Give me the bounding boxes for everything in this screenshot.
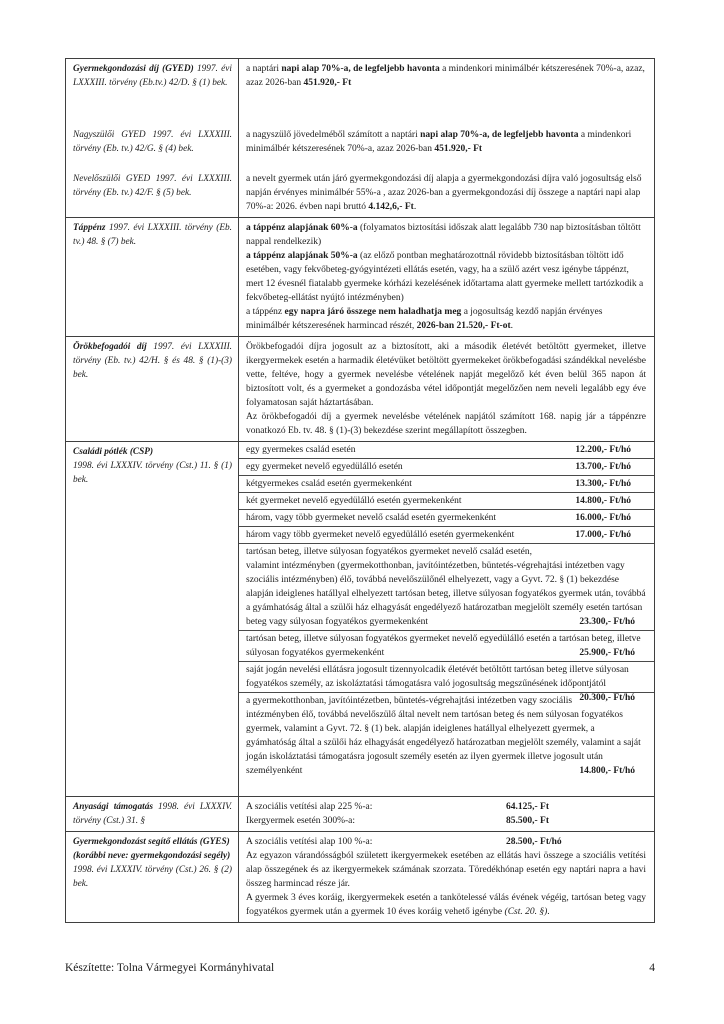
table-row-anyasagi (66, 797, 654, 832)
table-row (239, 527, 654, 544)
item-label: A szociális vetítési alap 225 %-a: (246, 802, 373, 812)
benefit-amount-cell (239, 442, 654, 796)
paragraph: Az egyazon várandósságból született ikergyermekek esetében az ellátás havi összege a szociális vetítési alap összegének és az ikergyermekek számának szorzata. Töredékhónap esetén egy naptári napra a havi összeg harmincad része jár. (246, 851, 646, 889)
paragraph: a táppénz egy napra járó összege nem haladhatja meg a jogosultság kezdő napján érvényes minimálbér kétszeresének harmincad részét, 2026-ban 21.520,- Ft-ot. (246, 307, 603, 331)
item-text: tartósan beteg, illetve súlyosan fogyatékos gyermeket nevelő család esetén, (246, 547, 532, 557)
item-text: saját jogán nevelési ellátásra jogosult tizennyolcadik életévét betöltött tartósan beteg illetve súlyosan fogyatékos személy, az iskoláztatási támogatásra való jogosultság megszűnésének időpontjától (246, 665, 629, 689)
paragraph: Az örökbefogadói díj a gyermek nevelésbe vételének napjától számított 168. napig jár a táppénzre vonatkozó Eb. tv. 48. § (1)-(3) bekezdése szerint megállapított összegben. (246, 412, 646, 436)
item-label: Ikergyermek esetén 300%-a: (246, 816, 356, 826)
amount-value: 13.700,- Ft/hó (575, 462, 631, 472)
item-text: tartósan beteg, illetve súlyosan fogyatékos gyermeket nevelő egyedülálló esetén a tartósan beteg, illetve súlyosan fogyatékos gyermekenként (246, 634, 641, 658)
benefit-law: 1998. évi LXXXIV. törvény (Cst.) 11. § (1) bek. (73, 461, 232, 485)
benefit-name: Nagyszülői GYED 1997. évi LXXXIII. törvény (Eb. tv.) 42/G. § (4) bek. (73, 130, 232, 154)
benefit-former-name: (korábbi neve: gyermekgondozási segély) (73, 851, 231, 861)
benefit-amount-cell (239, 59, 654, 125)
item-text: valamint intézményben (gyermekotthonban, javítóintézetben, büntetés-végrehajtási intézetben vagy szociális intézményben) élő, továbbá nevelőszülőnél elhelyezett, vagy a Gyvt. 72. § (1) bekezdése alapján ideiglenes hatállyal elhelyezett tartósan beteg, illetve súlyosan fogyatékos gyermek után, továbbá a gyámhatóság által a szülői ház elhagyását engedélyező határozatban megjelölt személy esetén tartósan beteg vagy súlyosan fogyatékos gyermekenként (246, 561, 646, 627)
amount-value: 85.500,- Ft (506, 816, 550, 826)
benefit-name: Örökbefogadói díj 1997. évi LXXXIII. törvény (Eb. tv.) 42/H. § és 48. § (1)-(3) bek. (73, 342, 233, 380)
table-row-orokbefogadoi (66, 337, 654, 442)
benefit-name-cell (66, 797, 239, 831)
benefit-name-cell (66, 218, 239, 336)
benefit-amount-cell (239, 797, 654, 831)
benefit-name: Nevelőszülői GYED 1997. évi LXXXIII. törvény (Eb. tv.) 42/F. § (5) bek. (73, 174, 232, 198)
item-text: a gyermekotthonban, javítóintézetben, büntetés-végrehajtási intézetben vagy szociális intézményben élő, továbbá nevelőszülő által nevelt nem tartósan beteg és nem súlyosan fogyatékos gyermek, valamint a Gyvt. 72. § (1) bek. alapján ideiglenes hatállyal elhelyezett gyermek, a gyámhatóság által a szülői ház elhagyását engedélyező határozatban megjelölt személy, valamint a saját jogán iskoláztatási támogatásra jogosult személy esetén az ilyen gyermek illetve jogosult után személyenként (246, 696, 641, 776)
amount-value: 25.900,- Ft/hó (579, 648, 635, 658)
paragraph: a táppénz alapjának 50%-a (az előző pontban meghatározottnál rövidebb biztosításban töltött idő esetében, vagy fekvőbeteg-gyógyintézeti ellátás esetén, vagy, ha a szülő azért vesz igénybe táppénzt, mert 12 évesnél fiatalabb gyermeke kórházi kezelésének időtartama alatt gyermeke mellett tartózkodik a fekvőbeteg-ellátást nyújtó intézményben) (246, 251, 644, 303)
amount-value: 28.500,- Ft/hó (506, 837, 562, 847)
item-label: három, vagy több gyermeket nevelő család esetén gyermekenként (246, 513, 497, 523)
paragraph: a táppénz alapjának 60%-a (folyamatos biztosítási időszak alatt legalább 730 nap biztosításban töltött nappal rendelkezik) (246, 223, 641, 247)
item-label: két gyermeket nevelő egyedülálló esetén gyermekenként (246, 496, 462, 506)
amount-value: 20.300,- Ft/hó (579, 693, 635, 703)
benefit-amount-cell (239, 218, 654, 336)
item-label: kétgyermekes család esetén gyermekenként (246, 479, 412, 489)
page-number: 4 (649, 962, 655, 974)
table-row (246, 814, 646, 828)
table-row-gyes (66, 832, 654, 922)
table-row (239, 544, 654, 631)
benefit-amount-cell (239, 169, 654, 217)
item-label: egy gyermeket nevelő egyedülálló esetén (246, 462, 403, 472)
footer-author: Készítette: Tolna Vármegyei Kormányhivatal (65, 962, 275, 974)
table-row (239, 459, 654, 476)
benefit-amount-cell (239, 832, 654, 922)
table-row (239, 442, 654, 459)
footer (65, 961, 655, 975)
table-row (239, 476, 654, 493)
benefit-name-cell (66, 832, 239, 922)
amount-value: 12.200,- Ft/hó (575, 445, 631, 455)
benefit-name-cell (66, 442, 239, 796)
benefit-name-cell (66, 59, 239, 125)
paragraph: A gyermek 3 éves koráig, ikergyermekek esetén a tankötelessé válás évének végéig, tartósan beteg vagy fogyatékos gyermek után a gyermek 10 éves koráig vehető igénybe (Cst. 20. §). (246, 893, 646, 917)
table-row (239, 510, 654, 527)
paragraph: Örökbefogadói díjra jogosult az a biztosított, aki a második életévét betöltött gyermeket, illetve ikergyermekek esetén a harmadik életévüket betöltött gyermekeket örökbefogadási szándékkal nevelésbe vette, feltéve, hogy a gyermek nevelésbe vételének napját megelőző két éven belül 365 napon át biztosított volt, és a gyermeket a gondozásba vétel időpontját megelőzően nem neveli legalább egy éve folyamatosan saját háztartásában. (246, 342, 646, 408)
benefit-law: 1998. évi LXXXIV. törvény (Cst.) 26. § (2) bek. (73, 865, 232, 889)
benefit-name-cell (66, 337, 239, 441)
table-row-gyed-neveloszuloi (66, 169, 654, 218)
paragraph: a nevelt gyermek után járó gyermekgondozási díj alapja a gyermekgondozási díjra való jogosultság első napján érvényes minimálbér 55%-a , azaz 2026-ban a gyermekgondozási díj összege a naptári napi alap 70%-a: 2026. évben napi bruttó 4.142,6,- Ft. (246, 174, 642, 212)
paragraph: a naptári napi alap 70%-a, de legfeljebb havonta a mindenkori minimálbér kétszeresének 70%-a, azaz, azaz 2026-ban 451.920,- Ft (246, 64, 645, 88)
table-row-csaladi-potlek (66, 442, 654, 797)
amount-value: 16.000,- Ft/hó (575, 513, 631, 523)
table-row (246, 800, 646, 814)
item-label: három vagy több gyermeket nevelő egyedülálló esetén gyermekenként (246, 530, 515, 540)
table-row (239, 693, 654, 796)
table-row (239, 631, 654, 662)
table-row-tappenz (66, 218, 654, 337)
benefit-name-cell (66, 169, 239, 217)
benefit-name: Gyermekgondozást segítő ellátás (GYES) (73, 837, 230, 847)
table-row-gyed-nagyszuloi (66, 125, 654, 169)
amount-value: 13.300,- Ft/hó (575, 479, 631, 489)
benefit-name: Gyermekgondozási díj (GYED) 1997. évi LXXXIII. törvény (Eb.tv.) 42/D. § (1) bek. (73, 64, 232, 88)
benefit-name: Táppénz 1997. évi LXXXIII. törvény (Eb. tv.) 48. § (7) bek. (73, 223, 232, 247)
benefit-name: Anyasági támogatás 1998. évi LXXXIV. törvény (Cst.) 31. § (73, 802, 232, 826)
table-row (239, 493, 654, 510)
table-row (239, 662, 654, 703)
amount-value: 14.800,- Ft/hó (575, 496, 631, 506)
paragraph: a nagyszülő jövedelméből számított a naptári napi alap 70%-a, de legfeljebb havonta a mindenkori minimálbér kétszeresének 70%-a, azaz 2026-ban 451.920,- Ft (246, 130, 632, 154)
benefit-name: Családi pótlék (CSP) (73, 447, 154, 457)
benefit-amount-cell (239, 337, 654, 441)
benefit-name-cell (66, 125, 239, 169)
benefits-table (65, 58, 655, 923)
item-label: egy gyermekes család esetén (246, 445, 356, 455)
item-label: A szociális vetítési alap 100 %-a: (246, 837, 373, 847)
amount-value: 14.800,- Ft/hó (579, 766, 635, 776)
table-row (246, 835, 646, 849)
table-row-gyed (66, 59, 654, 125)
amount-value: 23.300,- Ft/hó (579, 617, 635, 627)
amount-value: 64.125,- Ft (506, 802, 550, 812)
amount-value: 17.000,- Ft/hó (575, 530, 631, 540)
benefit-amount-cell (239, 125, 654, 169)
